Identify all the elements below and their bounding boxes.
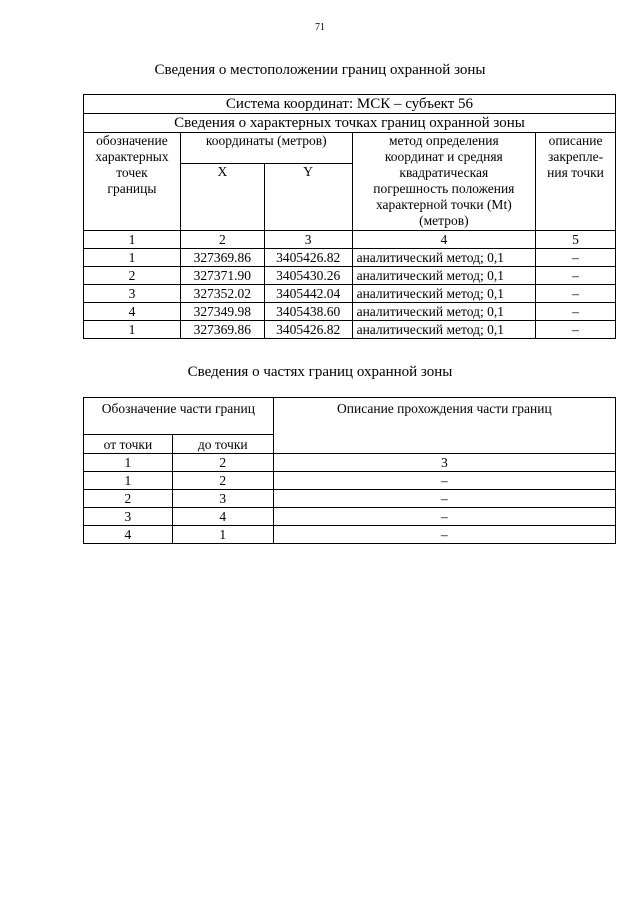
desc-value: – [536, 249, 616, 267]
point-id: 1 [84, 249, 181, 267]
col-number: 3 [264, 231, 352, 249]
y-value: 3405442.04 [264, 285, 352, 303]
from-point: 1 [84, 472, 173, 490]
point-id: 2 [84, 267, 181, 285]
page-number: 71 [315, 22, 325, 33]
section1-title: Сведения о местоположении границ охранной зоны [154, 62, 486, 78]
x-value: 327349.98 [180, 303, 264, 321]
point-id: 4 [84, 303, 181, 321]
from-point: 4 [84, 526, 173, 544]
table-row [84, 508, 616, 526]
boundary-points-table [83, 94, 616, 339]
y-value: 3405426.82 [264, 321, 352, 339]
section2-title: Сведения о частях границ охранной зоны [187, 364, 453, 380]
col-coords: координаты (метров) [180, 133, 352, 164]
table-subtitle: Сведения о характерных точках границ охранной зоны [84, 114, 616, 133]
x-value: 327369.86 [180, 321, 264, 339]
col-y: Y [264, 164, 352, 231]
col-number: 2 [172, 454, 273, 472]
method-value: аналитический метод; 0,1 [352, 267, 535, 285]
col-x: X [180, 164, 264, 231]
col-number: 5 [536, 231, 616, 249]
part-desc: – [273, 472, 615, 490]
col-to: до точки [172, 435, 273, 454]
table-row [84, 249, 616, 267]
method-value: аналитический метод; 0,1 [352, 321, 535, 339]
col-part: Обозначение части границ [84, 398, 274, 435]
table-row [84, 472, 616, 490]
part-desc: – [273, 508, 615, 526]
to-point: 2 [172, 472, 273, 490]
col-method: метод определения координат и средняя квадратическая погрешность положения характерной точки (Mt) (метров) [352, 133, 535, 231]
desc-value: – [536, 303, 616, 321]
col-point-label: обозначение характерных точек границы [84, 133, 181, 231]
table-row [84, 285, 616, 303]
method-value: аналитический метод; 0,1 [352, 285, 535, 303]
col-number: 1 [84, 231, 181, 249]
from-point: 2 [84, 490, 173, 508]
table-row [84, 490, 616, 508]
to-point: 4 [172, 508, 273, 526]
table-row [84, 267, 616, 285]
method-value: аналитический метод; 0,1 [352, 303, 535, 321]
boundary-parts-table [83, 397, 616, 544]
desc-value: – [536, 267, 616, 285]
table-row [84, 526, 616, 544]
y-value: 3405426.82 [264, 249, 352, 267]
desc-value: – [536, 321, 616, 339]
to-point: 1 [172, 526, 273, 544]
col-from: от точки [84, 435, 173, 454]
col-desc: описание закрепле- ния точки [536, 133, 616, 231]
to-point: 3 [172, 490, 273, 508]
table-row [84, 303, 616, 321]
y-value: 3405438.60 [264, 303, 352, 321]
col-number: 1 [84, 454, 173, 472]
x-value: 327369.86 [180, 249, 264, 267]
col-number: 3 [273, 454, 615, 472]
method-value: аналитический метод; 0,1 [352, 249, 535, 267]
coordinate-system: Система координат: МСК – субъект 56 [84, 95, 616, 114]
x-value: 327371.90 [180, 267, 264, 285]
col-number: 4 [352, 231, 535, 249]
desc-value: – [536, 285, 616, 303]
col-part-desc: Описание прохождения части границ [273, 398, 615, 454]
point-id: 1 [84, 321, 181, 339]
from-point: 3 [84, 508, 173, 526]
point-id: 3 [84, 285, 181, 303]
col-number: 2 [180, 231, 264, 249]
part-desc: – [273, 526, 615, 544]
table-row [84, 321, 616, 339]
y-value: 3405430.26 [264, 267, 352, 285]
part-desc: – [273, 490, 615, 508]
x-value: 327352.02 [180, 285, 264, 303]
